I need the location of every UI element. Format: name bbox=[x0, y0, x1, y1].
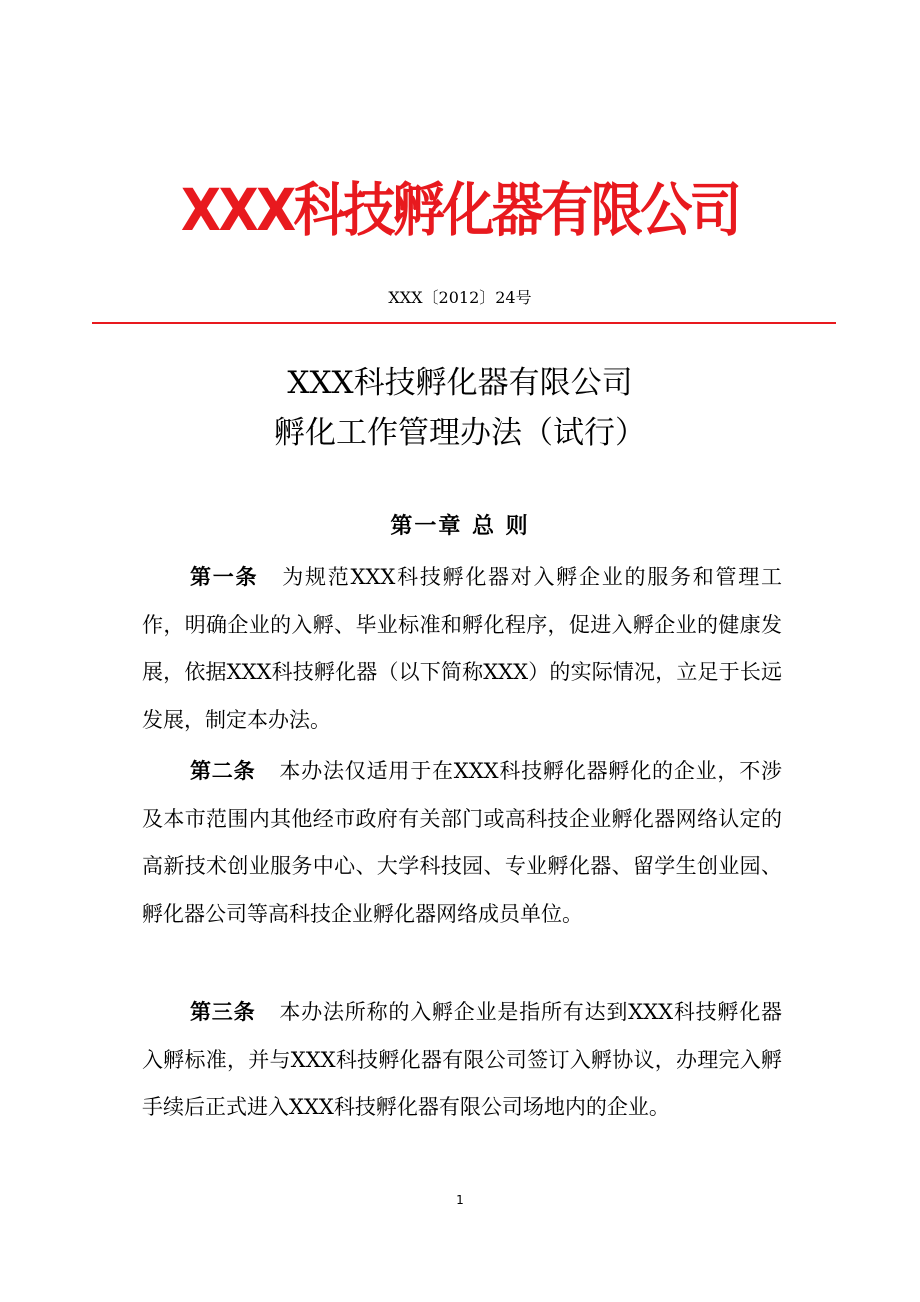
document-title-line-1: XXX科技孵化器有限公司 bbox=[287, 365, 633, 401]
article-3 bbox=[142, 988, 782, 1132]
article-1 bbox=[142, 553, 782, 744]
red-divider-line bbox=[92, 322, 836, 324]
article-3-text: 本办法所称的入孵企业是指所有达到XXX科技孵化器入孵标准，并与XXX科技孵化器有限公司签订入孵协议，办理完入孵手续后正式进入XXX科技孵化器有限公司场地内的企业。 bbox=[142, 1000, 783, 1120]
chapter-heading: 第一章 总 则 bbox=[390, 513, 530, 539]
article-1-label: 第一条 bbox=[190, 564, 259, 589]
article-2 bbox=[142, 747, 782, 938]
document-number: XXX〔2012〕24号 bbox=[388, 288, 532, 307]
article-2-label: 第二条 bbox=[190, 758, 256, 783]
article-1-text: 为规范XXX科技孵化器对入孵企业的服务和管理工作，明确企业的入孵、毕业标准和孵化程序，促进入孵企业的健康发展，依据XXX科技孵化器（以下简称XXX）的实际情况，立足于长远发展，制定本办法。 bbox=[142, 565, 783, 732]
company-masthead: XXX科技孵化器有限公司 bbox=[180, 176, 740, 244]
article-2-text: 本办法仅适用于在XXX科技孵化器孵化的企业，不涉及本市范围内其他经市政府有关部门或高科技企业孵化器网络认定的高新技术创业服务中心、大学科技园、专业孵化器、留学生创业园、孵化器公司等高科技企业孵化器网络成员单位。 bbox=[142, 759, 783, 926]
page-number: 1 bbox=[456, 1193, 464, 1207]
article-3-label: 第三条 bbox=[190, 999, 256, 1024]
document-title-line-2: 孵化工作管理办法（试行） bbox=[274, 415, 646, 451]
